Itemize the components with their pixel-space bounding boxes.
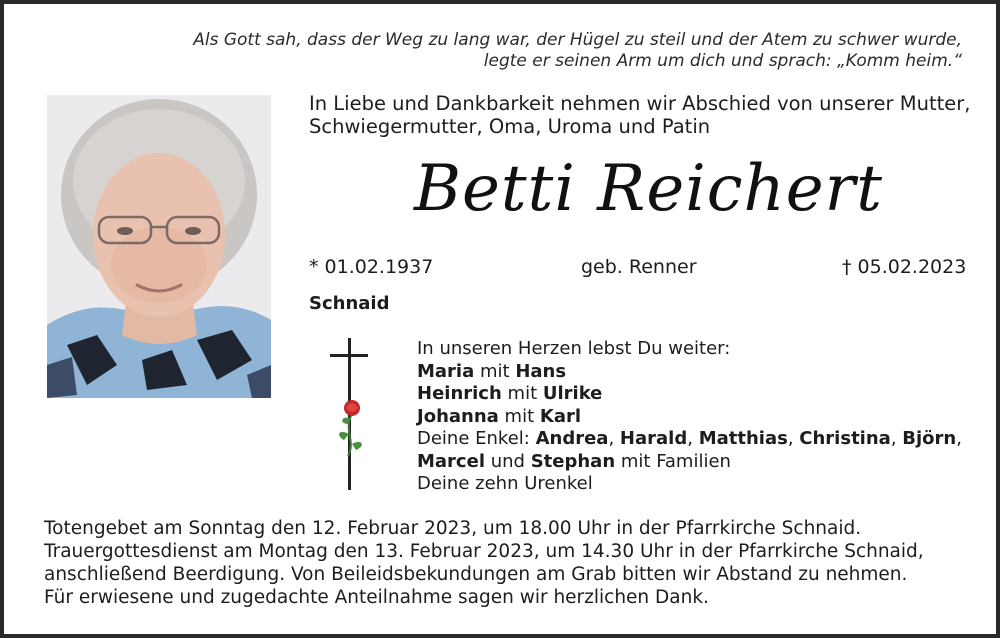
family-list	[417, 338, 992, 496]
family-couple-row: Johanna mit Karl	[417, 405, 582, 427]
notice-line-1: Totengebet am Sonntag den 12. Februar 2023, um 18.00 Uhr in der Pfarrkirche Schnaid.	[44, 518, 862, 539]
grandchildren-row: Marcel und Stephan mit Familien	[417, 450, 731, 472]
deceased-name: Betti Reichert	[414, 152, 883, 226]
notice-line-3: anschließend Beerdigung. Von Beileidsbekundungen am Grab bitten wir Abstand zu nehmen.	[44, 564, 908, 585]
portrait-photo	[47, 95, 271, 398]
cross-with-rose-icon	[326, 336, 376, 496]
family-couple-row: Heinrich mit Ulrike	[417, 383, 603, 404]
family-couple-row: Maria mit Hans	[417, 360, 567, 382]
intro-text	[309, 92, 989, 138]
death-date: † 05.02.2023	[842, 256, 967, 278]
great-grandchildren: Deine zehn Urenkel	[417, 473, 593, 494]
place-name: Schnaid	[309, 293, 390, 314]
maiden-name: geb. Renner	[581, 256, 697, 278]
intro-line-1: In Liebe und Dankbarkeit nehmen wir Abschied von unserer Mutter,	[309, 92, 971, 115]
quote-line-1: Als Gott sah, dass der Weg zu lang war, der Hügel zu steil und der Atem zu schwer wurde,	[193, 30, 962, 50]
intro-line-2: Schwiegermutter, Oma, Uroma und Patin	[309, 115, 711, 138]
quote	[102, 30, 962, 72]
notice-line-2: Trauergottesdienst am Montag den 13. Februar 2023, um 14.30 Uhr in der Pfarrkirche Schnaid,	[44, 541, 924, 562]
quote-line-2: legte er seinen Arm um dich und sprach: „Komm heim.“	[483, 51, 962, 71]
birth-date: * 01.02.1937	[309, 256, 434, 278]
service-notice	[44, 517, 984, 609]
grandchildren-row: Deine Enkel: Andrea, Harald, Matthias, Christina, Björn,	[417, 428, 962, 449]
family-heading: In unseren Herzen lebst Du weiter:	[417, 338, 731, 359]
notice-line-4: Für erwiesene und zugedachte Anteilnahme sagen wir herzlichen Dank.	[44, 587, 709, 608]
